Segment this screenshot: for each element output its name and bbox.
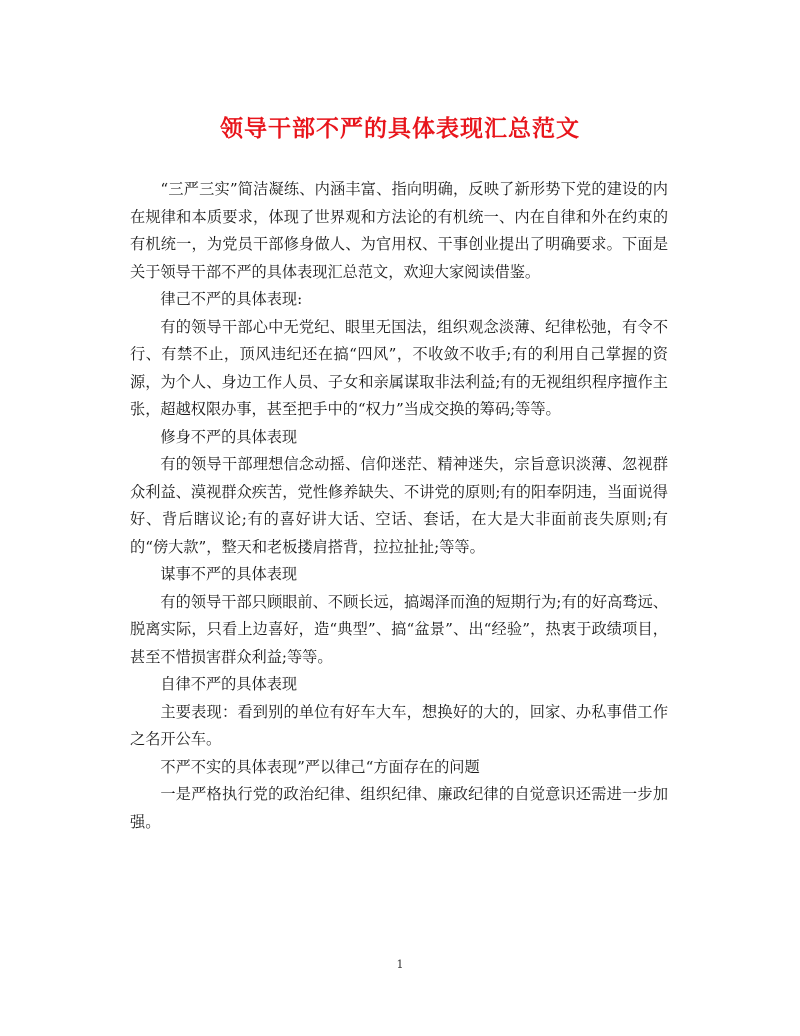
planning-paragraph: 有的领导干部只顾眼前、不顾长远，搞竭泽而渔的短期行为;有的好高骛远、脱离实际，只看上边喜好，造“典型”、搞“盆景”、出“经验”，热衷于政绩项目，甚至不惜损害群众利益;等等。	[130, 592, 668, 666]
section-heading-self-cultivation: 修身不严的具体表现	[160, 427, 298, 446]
section-heading-planning: 谋事不严的具体表现	[160, 565, 298, 583]
self-discipline-paragraph: 有的领导干部心中无党纪、眼里无国法，组织观念淡薄、纪律松弛，有令不行、有禁不止，顶风违纪还在搞“四风”，不收敛不收手;有的利用自己掌握的资源，为个人、身边工作人员、子女和亲属谋取非法利益;有的无视组织程序擅作主张，超越权限办事，甚至把手中的“权力”当成交换的筹码;等等。	[130, 317, 668, 418]
section-heading-self-restraint: 自律不严的具体表现	[160, 675, 298, 693]
intro-paragraph: “三严三实”简洁凝练、内涵丰富、指向明确，反映了新形势下党的建设的内在规律和本质要求，体现了世界观和方法论的有机统一、内在自律和外在约束的有机统一，为党员干部修身做人、为官用权、干事创业提出了明确要求。下面是关于领导干部不严的具体表现汇总范文，欢迎大家阅读借鉴。	[130, 180, 668, 281]
self-restraint-paragraph: 主要表现：看到别的单位有好车大车，想换好的大的，回家、办私事借工作之名开公车。	[130, 702, 668, 748]
section-heading-problems: 不严不实的具体表现”严以律己“方面存在的问题	[160, 757, 480, 776]
page-number: 1	[396, 958, 404, 971]
problems-paragraph: 一是严格执行党的政治纪律、组织纪律、廉政纪律的自觉意识还需进一步加强。	[130, 785, 668, 831]
document-body	[130, 176, 668, 836]
document-title: 领导干部不严的具体表现汇总范文	[220, 115, 580, 142]
self-cultivation-paragraph: 有的领导干部理想信念动摇、信仰迷茫、精神迷失，宗旨意识淡薄、忽视群众利益、漠视群众疾苦，党性修养缺失、不讲党的原则;有的阳奉阴违，当面说得好、背后瞎议论;有的喜好讲大话、空话、套话，在大是大非面前丧失原则;有的“傍大款”，整天和老板搂肩搭背，拉拉扯扯;等等。	[130, 455, 668, 556]
section-heading-self-discipline: 律己不严的具体表现:	[160, 290, 303, 308]
